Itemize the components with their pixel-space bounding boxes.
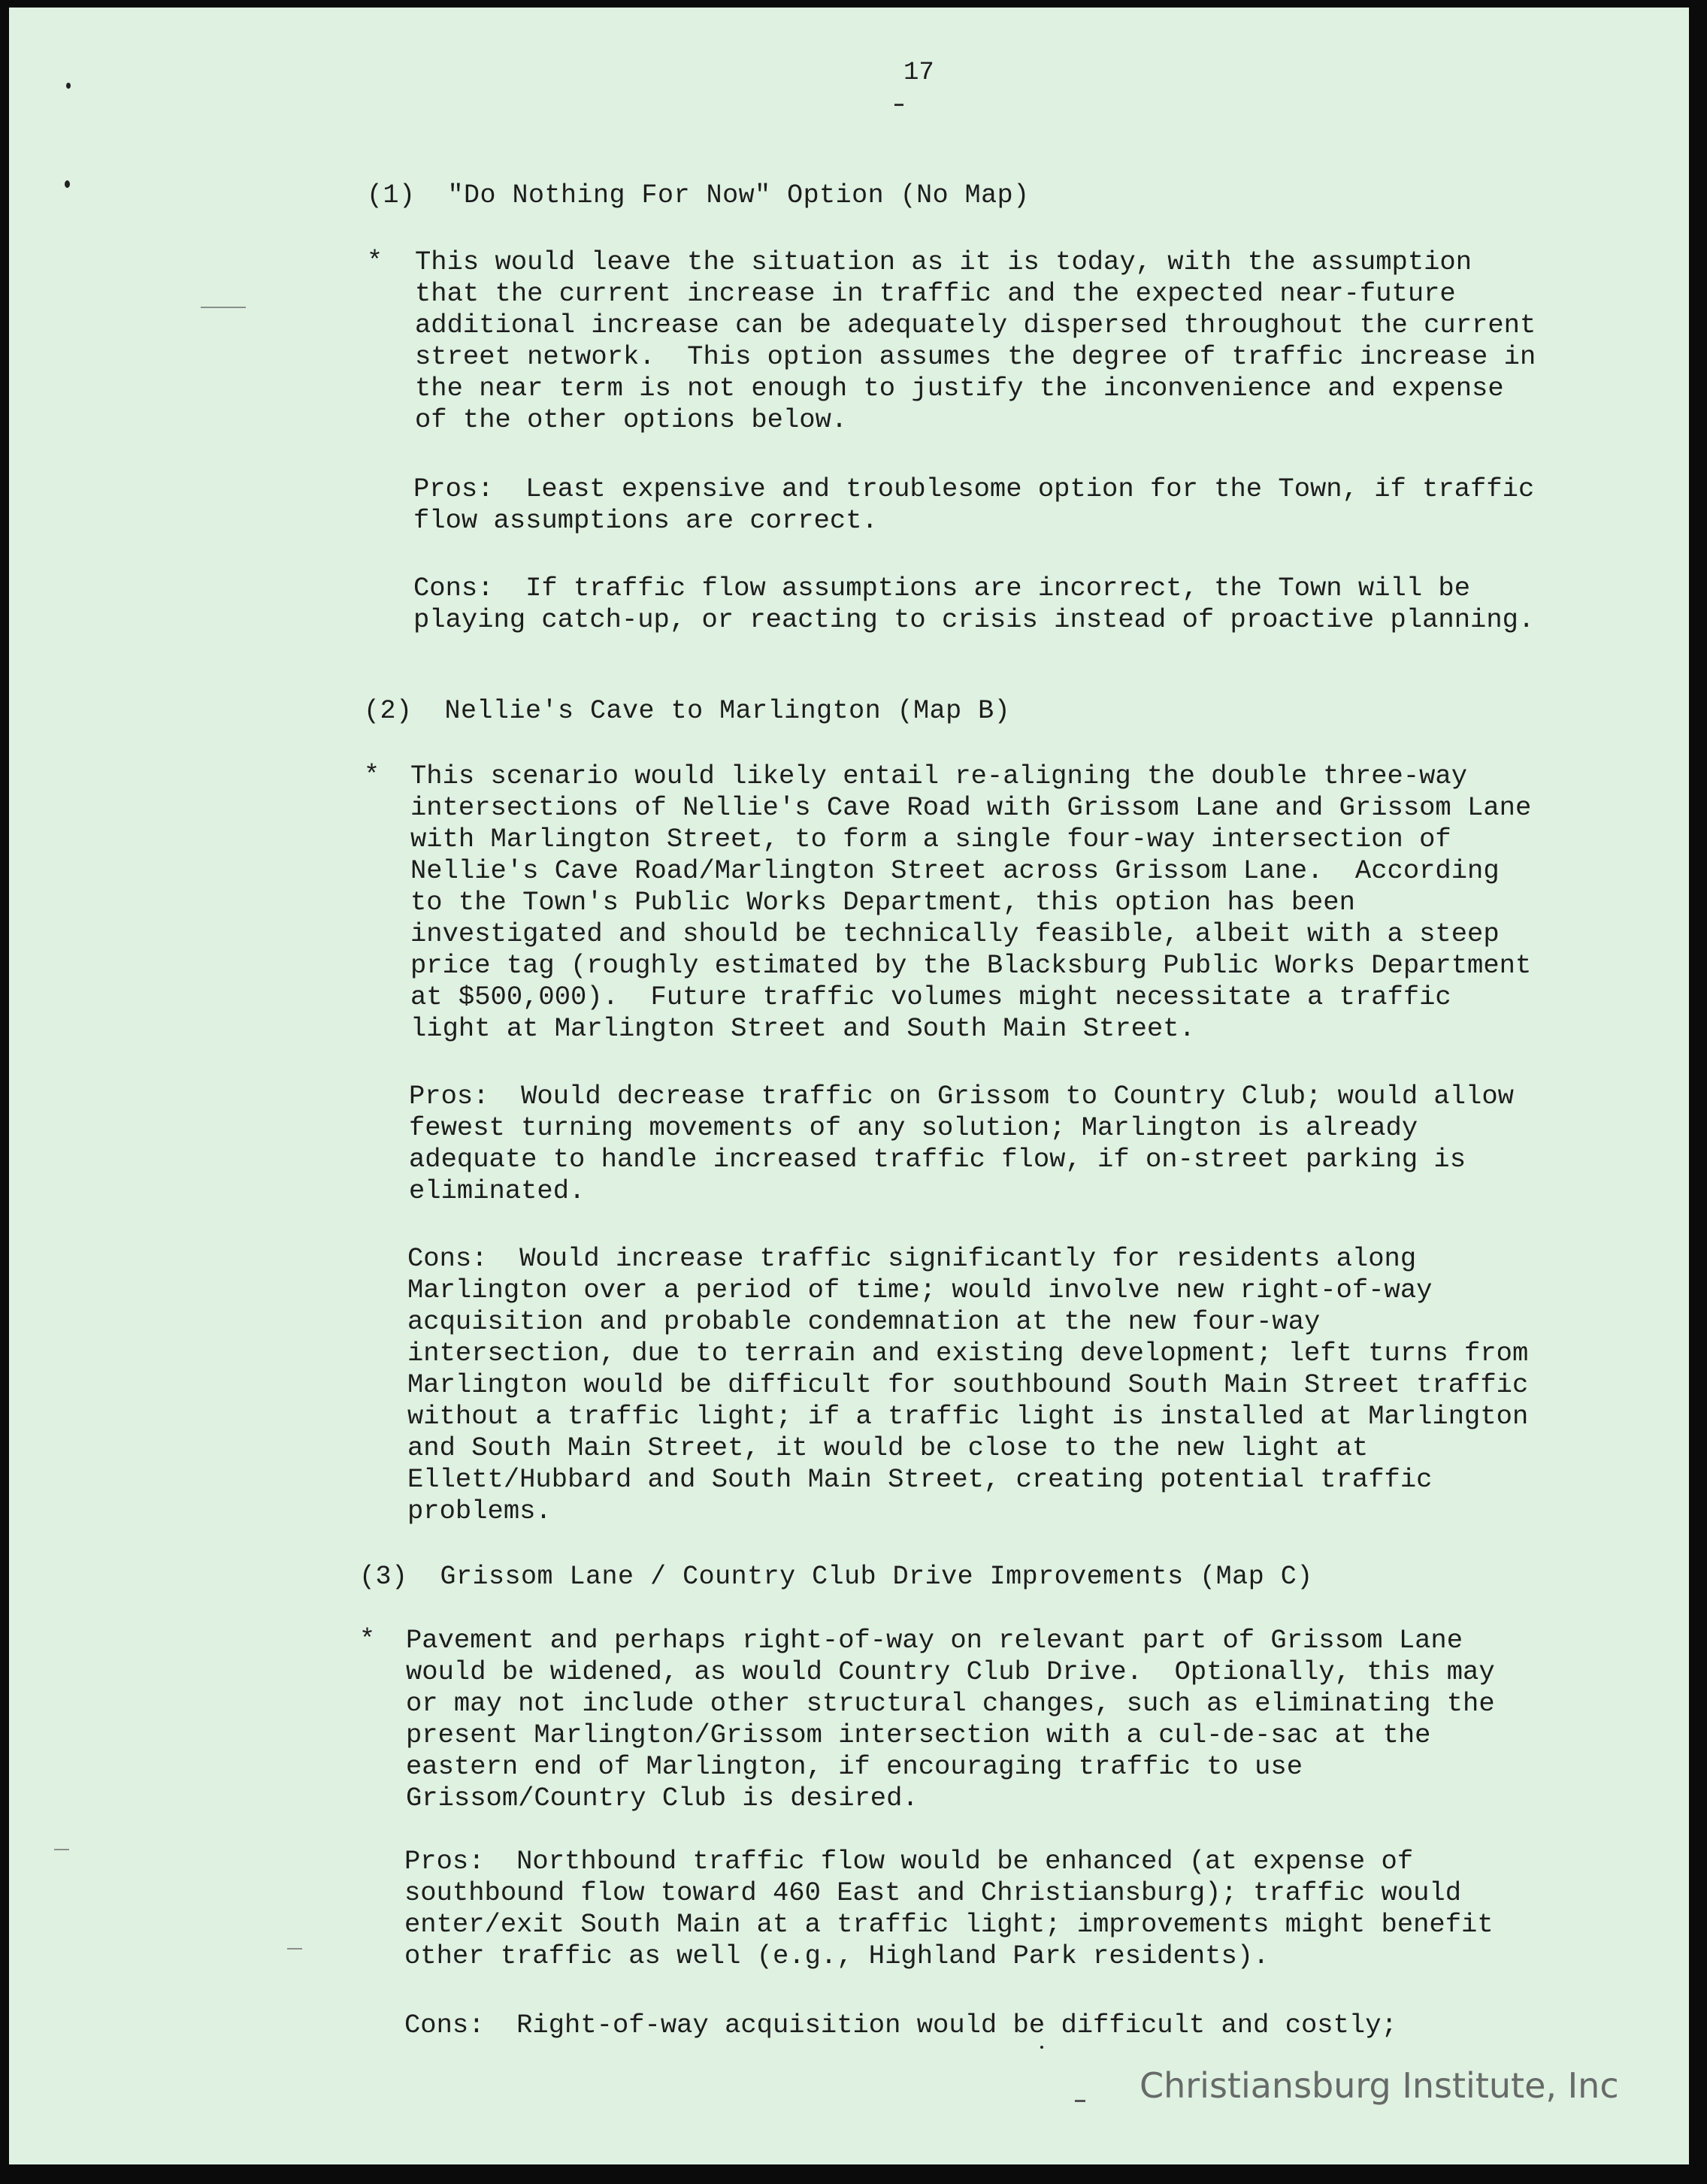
watermark-text: Christiansburg Institute, Inc [1140,2065,1619,2106]
section-1-pros: Pros: Least expensive and troublesome option for the Town, if traffic flow assumptions are correct. [413,473,1535,536]
page-number: 17 [903,59,934,87]
section-2-heading: (2) Nellie's Cave to Marlington (Map B) [364,696,1011,726]
section-2-pros: Pros: Would decrease traffic on Grissom to Country Club; would allow fewest turning movements of any solution; Marlington is already adequate to handle increased traffic flow, if on-street parking is eliminated. [409,1081,1514,1206]
section-3-cons: Cons: Right-of-way acquisition would be difficult and costly; [404,2010,1397,2040]
section-1-cons: Cons: If traffic flow assumptions are incorrect, the Town will be playing catch-up, or reacting to crisis instead of proactive planning. [413,573,1535,635]
section-1-body: This would leave the situation as it is today, with the assumption that the current increase in traffic and the expected near-future additional increase can be adequately dispersed throughout the current street network. This option assumes the degree of traffic increase in the near term is not enough to justify the inconvenience and expense of the other options below. [415,247,1536,435]
section-2-cons: Cons: Would increase traffic significantly for residents along Marlington over a period of time; would involve new right-of-way acquisition and probable condemnation at the new four-way intersection, due to terrain and existing development; left turns from Marlington would be difficult for southbound South Main Street traffic without a traffic light; if a traffic light is installed at Marlington and South Main Street, it would be close to the new light at Ellett/Hubbard and South Main Street, creating potential traffic problems. [407,1243,1529,1526]
section-3-body: Pavement and perhaps right-of-way on relevant part of Grissom Lane would be widened, as would Country Club Drive. Optionally, this may or may not include other structural changes, such as eliminating the present Marlington/Grissom intersection with a cul-de-sac at the eastern end of Marlington, if encouraging traffic to use Grissom/Country Club is desired. [406,1625,1495,1813]
section-3-bullet: * [359,1625,376,1655]
section-3-heading: (3) Grissom Lane / Country Club Drive Improvements (Map C) [359,1562,1313,1592]
section-2-bullet: * [364,761,380,791]
section-2-body: This scenario would likely entail re-aligning the double three-way intersections of Nellie's Cave Road with Grissom Lane and Grissom Lane with Marlington Street, to form a single four-way intersection of Nellie's Cave Road/Marlington Street across Grissom Lane. According to the Town's Public Works Department, this option has been investigated and should be technically feasible, albeit with a steep price tag (roughly estimated by the Blacksburg Public Works Department at $500,000). Future traffic volumes might necessitate a traffic light at Marlington Street and South Main Street. [410,761,1532,1044]
scan-speck [65,180,70,188]
dash-mark [894,104,903,106]
section-3-pros: Pros: Northbound traffic flow would be enhanced (at expense of southbound flow toward 460 East and Christiansburg); traffic would enter/exit South Main at a traffic light; improvements might benefit other traffic as well (e.g., Highland Park residents). [404,1846,1494,1971]
document-page [9,8,1689,2164]
scan-streak [54,1849,69,1850]
scan-streak [287,1948,302,1950]
section-1-bullet: * [367,247,383,277]
scan-streak [1075,2100,1085,2102]
scan-streak [201,307,246,308]
scan-speck [66,83,71,89]
scan-speck [1040,2046,1043,2049]
section-1-heading: (1) "Do Nothing For Now" Option (No Map) [367,180,1030,210]
